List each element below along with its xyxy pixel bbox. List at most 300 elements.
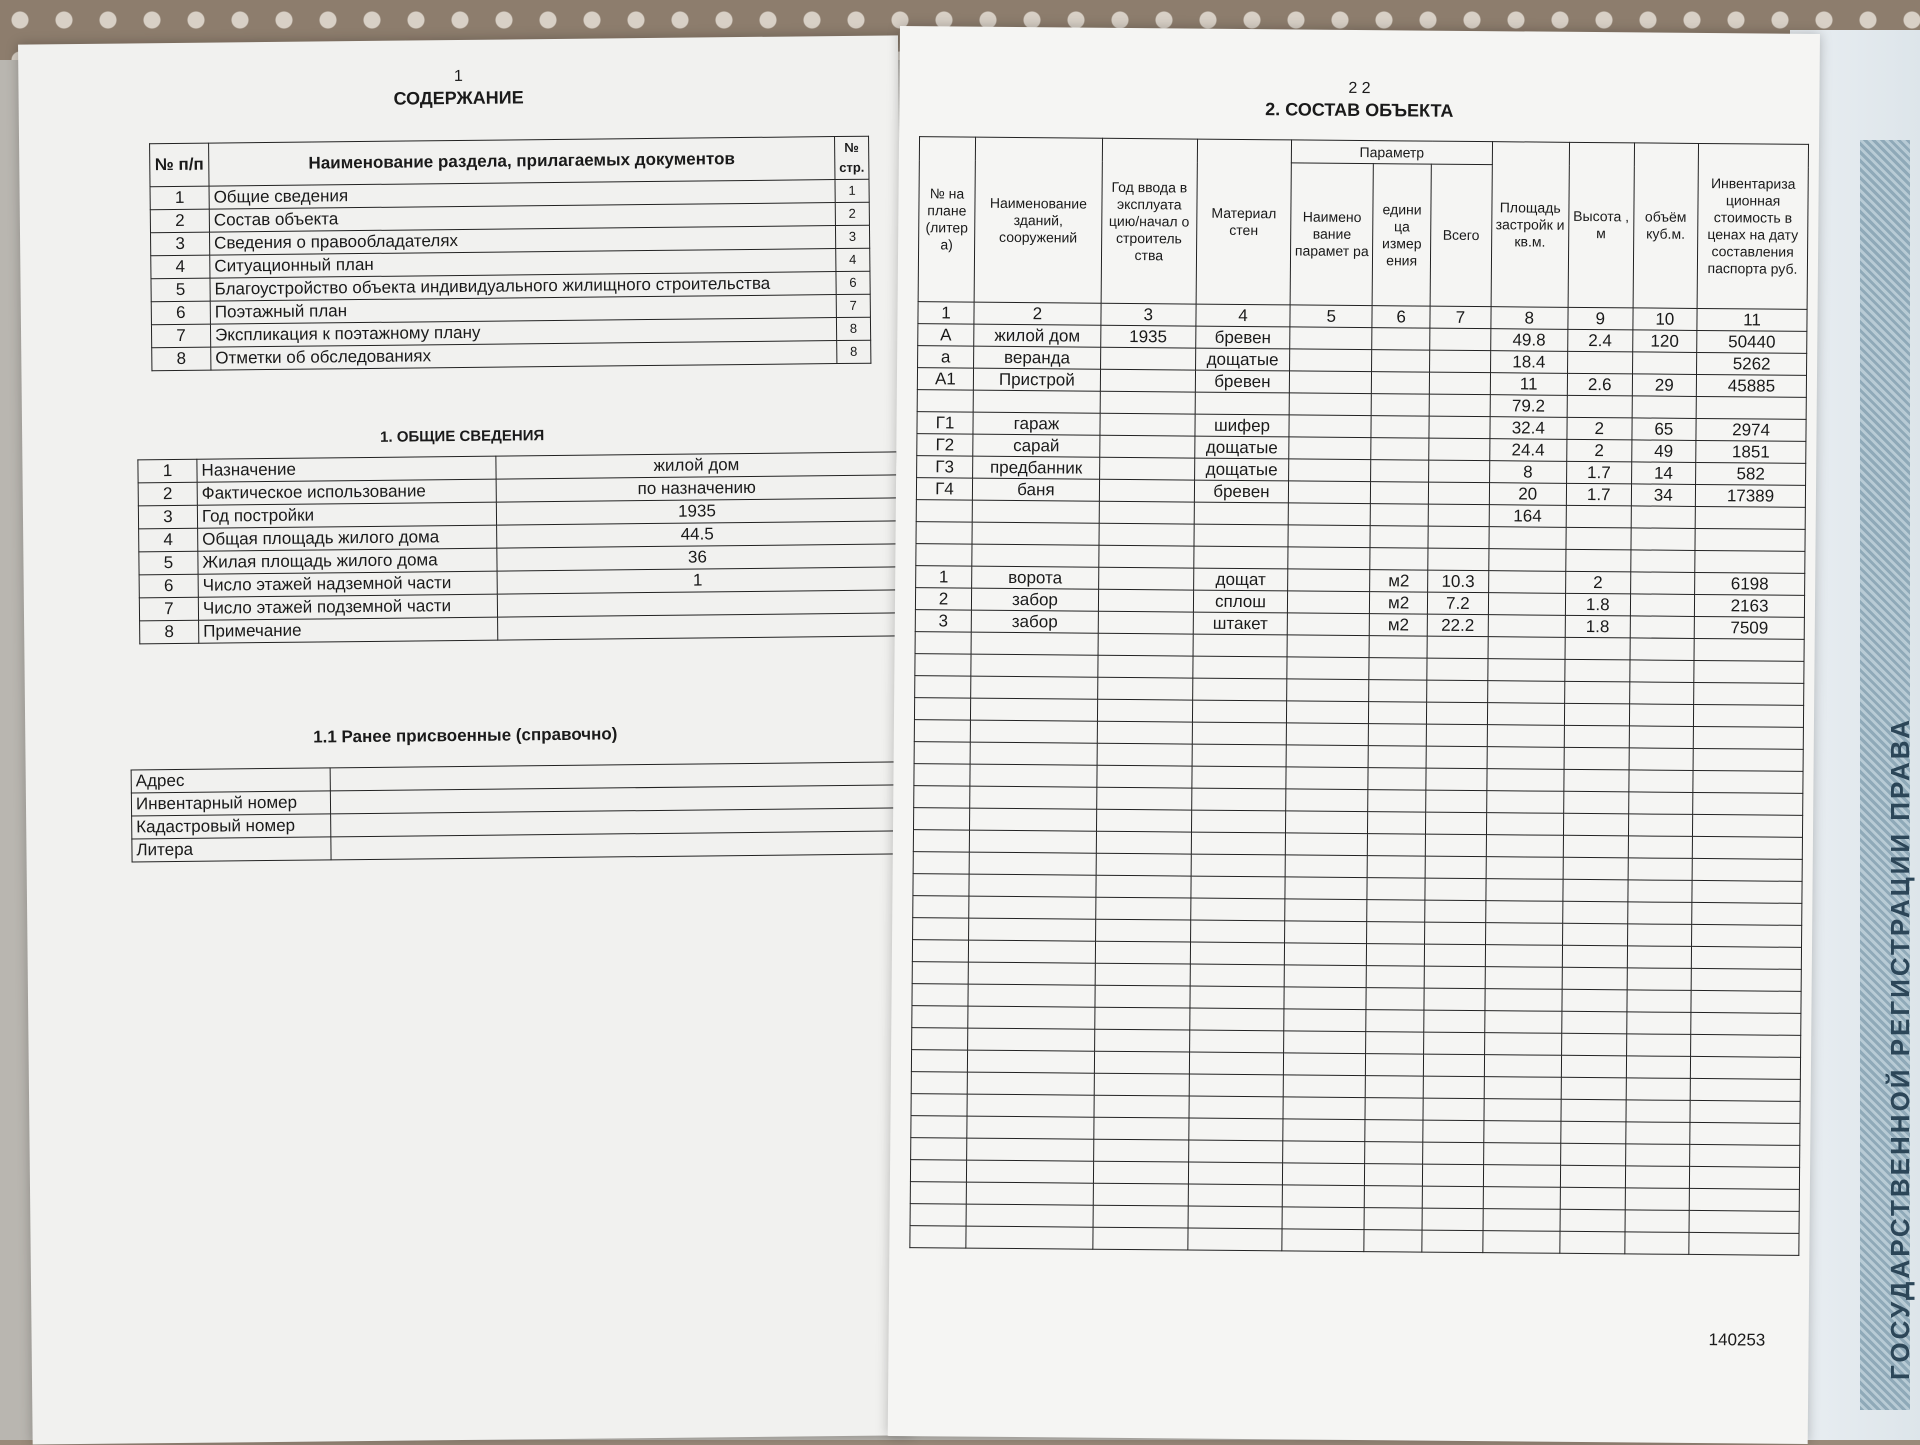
empty-cell	[911, 1138, 967, 1160]
empty-cell	[1366, 988, 1424, 1011]
empty-cell	[967, 1050, 1094, 1073]
empty-cell	[1627, 946, 1692, 969]
empty-cell	[1627, 990, 1692, 1013]
empty-cell	[1426, 834, 1486, 857]
empty-cell	[970, 764, 1097, 787]
empty-cell	[1625, 1144, 1690, 1167]
row-material: бревен	[1195, 370, 1290, 393]
empty-cell	[1368, 746, 1426, 769]
row-name: гараж	[973, 412, 1100, 435]
row-area: 18.4	[1490, 351, 1568, 374]
empty-cell	[1426, 812, 1486, 835]
empty-cell	[1189, 1052, 1284, 1075]
row-area	[1488, 549, 1566, 572]
empty-cell	[1628, 770, 1693, 793]
empty-cell	[1285, 877, 1367, 900]
empty-cell	[1189, 1096, 1284, 1119]
row-param-unit	[1371, 460, 1429, 483]
empty-cell	[1188, 1140, 1283, 1163]
row-area	[1488, 615, 1566, 638]
row-material: дощатые	[1194, 458, 1289, 481]
empty-cell	[1192, 766, 1287, 789]
row-plan-number	[917, 390, 973, 412]
empty-cell	[1689, 1188, 1799, 1211]
column-number: 11	[1697, 308, 1807, 331]
empty-cell	[1561, 1121, 1626, 1144]
row-material	[1195, 392, 1290, 415]
row-year	[1100, 391, 1195, 414]
general-label: Жилая площадь жилого дома	[198, 548, 497, 574]
row-area: 8	[1489, 461, 1567, 484]
empty-cell	[914, 720, 970, 742]
empty-cell	[1365, 1142, 1423, 1165]
row-volume	[1631, 506, 1696, 529]
empty-cell	[1369, 680, 1427, 703]
empty-cell	[1097, 699, 1192, 722]
empty-cell	[1285, 943, 1367, 966]
row-cost	[1695, 506, 1805, 529]
empty-cell	[1095, 1007, 1190, 1030]
empty-cell	[1427, 658, 1487, 681]
empty-cell	[911, 1072, 967, 1094]
toc-page: 4	[836, 248, 870, 271]
header-param-total: Всего	[1430, 164, 1492, 307]
empty-cell	[1282, 1207, 1364, 1230]
row-year	[1100, 369, 1195, 392]
row-height	[1566, 549, 1631, 572]
empty-cell	[1692, 858, 1802, 881]
empty-cell	[1094, 1139, 1189, 1162]
empty-cell	[1367, 834, 1425, 857]
empty-cell	[1192, 722, 1287, 745]
row-material: дощатые	[1195, 348, 1290, 371]
row-name: веранда	[973, 346, 1100, 369]
empty-cell	[1287, 657, 1369, 680]
row-plan-number: А	[918, 324, 974, 346]
empty-cell	[1561, 1099, 1626, 1122]
empty-cell	[1098, 655, 1193, 678]
column-number: 9	[1568, 307, 1633, 330]
empty-cell	[1366, 1054, 1424, 1077]
empty-cell	[1189, 1074, 1284, 1097]
empty-cell	[968, 918, 1095, 941]
row-area	[1488, 593, 1566, 616]
row-plan-number	[916, 522, 972, 544]
empty-cell	[1693, 814, 1803, 837]
row-year	[1099, 567, 1194, 590]
empty-cell	[1424, 1010, 1484, 1033]
empty-cell	[915, 632, 971, 654]
empty-cell	[1483, 1121, 1561, 1144]
empty-cell	[1423, 1120, 1483, 1143]
toc-page: 1	[835, 179, 869, 202]
general-value: 1935	[496, 498, 897, 525]
empty-cell	[1285, 855, 1367, 878]
empty-cell	[1285, 899, 1367, 922]
empty-cell	[1486, 769, 1564, 792]
row-name: баня	[972, 478, 1099, 501]
empty-cell	[1286, 789, 1368, 812]
empty-cell	[1626, 1056, 1691, 1079]
row-area: 79.2	[1490, 395, 1568, 418]
empty-cell	[1629, 748, 1694, 771]
empty-cell	[1096, 875, 1191, 898]
row-height: 2	[1567, 417, 1632, 440]
header-volume: объём куб.м.	[1633, 143, 1699, 309]
empty-cell	[968, 940, 1095, 963]
empty-cell	[1562, 1033, 1627, 1056]
row-year	[1099, 501, 1194, 524]
row-param-total	[1429, 416, 1489, 439]
empty-cell	[1625, 1166, 1690, 1189]
row-name	[972, 500, 1099, 523]
toc-num: 3	[151, 232, 210, 256]
row-cost	[1696, 396, 1806, 419]
empty-cell	[1563, 923, 1628, 946]
empty-cell	[1368, 790, 1426, 813]
row-height: 1.8	[1565, 593, 1630, 616]
empty-cell	[1425, 856, 1485, 879]
empty-cell	[1423, 1098, 1483, 1121]
empty-cell	[1626, 1100, 1691, 1123]
empty-cell	[914, 764, 970, 786]
row-area: 24.4	[1489, 439, 1567, 462]
empty-cell	[1629, 682, 1694, 705]
empty-cell	[1284, 1053, 1366, 1076]
empty-cell	[1484, 989, 1562, 1012]
row-param-name	[1288, 569, 1370, 592]
row-param-total	[1429, 482, 1489, 505]
toc-name: Сведения о правообладателях	[209, 226, 835, 256]
general-value: жилой дом	[496, 452, 897, 479]
empty-cell	[1367, 878, 1425, 901]
toc-body	[150, 179, 871, 371]
empty-cell	[1485, 923, 1563, 946]
empty-cell	[1487, 659, 1565, 682]
empty-cell	[910, 1226, 966, 1248]
empty-cell	[1563, 879, 1628, 902]
row-plan-number: Г2	[917, 434, 973, 456]
general-num: 4	[139, 528, 198, 552]
header-plan-number: № на плане (литер а)	[918, 137, 975, 302]
column-number: 8	[1490, 307, 1568, 330]
empty-cell	[912, 1006, 968, 1028]
row-param-unit: м2	[1369, 614, 1427, 637]
row-area	[1488, 527, 1566, 550]
empty-cell	[1191, 810, 1286, 833]
row-year	[1100, 457, 1195, 480]
empty-cell	[1190, 986, 1285, 1009]
toc-header-name: Наименование раздела, прилагаемых документов	[209, 137, 835, 187]
empty-cell	[1427, 680, 1487, 703]
empty-cell	[1367, 922, 1425, 945]
row-cost: 2974	[1696, 418, 1806, 441]
empty-cell	[911, 1094, 967, 1116]
empty-cell	[1423, 1164, 1483, 1187]
empty-cell	[968, 962, 1095, 985]
empty-cell	[1485, 945, 1563, 968]
row-plan-number	[916, 500, 972, 522]
prev-label: Инвентарный номер	[131, 791, 330, 816]
row-name	[972, 522, 1099, 545]
row-volume	[1630, 616, 1695, 639]
empty-cell	[1425, 922, 1485, 945]
empty-cell	[1693, 792, 1803, 815]
empty-cell	[1191, 854, 1286, 877]
empty-cell	[1690, 1122, 1800, 1145]
empty-cell	[1692, 902, 1802, 925]
empty-cell	[1093, 1161, 1188, 1184]
row-year	[1099, 545, 1194, 568]
column-number: 7	[1430, 306, 1490, 329]
empty-cell	[1560, 1209, 1625, 1232]
empty-cell	[1187, 1228, 1282, 1251]
empty-cell	[1628, 814, 1693, 837]
empty-cell	[1689, 1232, 1799, 1255]
empty-cell	[910, 1182, 966, 1204]
empty-cell	[1564, 703, 1629, 726]
empty-cell	[1488, 637, 1566, 660]
empty-cell	[1097, 787, 1192, 810]
row-material: шифер	[1195, 414, 1290, 437]
empty-cell	[970, 742, 1097, 765]
toc-name: Экспликация к поэтажному плану	[210, 318, 836, 348]
row-param-unit	[1370, 526, 1428, 549]
row-volume	[1632, 396, 1697, 419]
empty-cell	[1692, 880, 1802, 903]
row-height: 2	[1566, 571, 1631, 594]
toc-num: 6	[151, 301, 210, 325]
empty-cell	[966, 1160, 1093, 1183]
empty-cell	[1424, 1032, 1484, 1055]
row-year	[1100, 413, 1195, 436]
empty-cell	[1627, 924, 1692, 947]
row-param-unit	[1370, 548, 1428, 571]
empty-cell	[1287, 723, 1369, 746]
empty-cell	[1284, 1075, 1366, 1098]
general-num: 7	[139, 597, 198, 621]
row-param-name	[1289, 415, 1371, 438]
general-table	[137, 451, 899, 644]
row-param-unit	[1371, 438, 1429, 461]
empty-cell	[1487, 747, 1565, 770]
empty-cell	[1691, 1012, 1801, 1035]
row-param-total	[1429, 460, 1489, 483]
general-label: Число этажей подземной части	[198, 594, 497, 620]
general-label: Общая площадь жилого дома	[198, 525, 497, 551]
row-cost: 45885	[1696, 374, 1806, 397]
empty-cell	[1625, 1122, 1690, 1145]
empty-cell	[913, 918, 969, 940]
row-year	[1098, 611, 1193, 634]
empty-cell	[1561, 1143, 1626, 1166]
empty-cell	[1628, 858, 1693, 881]
toc-title: СОДЕРЖАНИЕ	[393, 87, 524, 109]
empty-cell	[1425, 944, 1485, 967]
empty-cell	[1482, 1231, 1560, 1254]
empty-cell	[968, 1006, 1095, 1029]
empty-cell	[914, 786, 970, 808]
row-name: забор	[971, 610, 1098, 633]
empty-cell	[1690, 1166, 1800, 1189]
empty-cell	[1094, 1117, 1189, 1140]
empty-cell	[1627, 880, 1692, 903]
empty-cell	[1484, 1011, 1562, 1034]
empty-cell	[1422, 1186, 1482, 1209]
empty-cell	[1487, 703, 1565, 726]
empty-cell	[1562, 945, 1627, 968]
prev-title: 1.1 Ранее присвоенные (справочно)	[313, 724, 618, 747]
row-cost: 2163	[1695, 594, 1805, 617]
toc-name: Поэтажный план	[210, 295, 836, 325]
row-name: предбанник	[973, 456, 1100, 479]
row-height: 1.7	[1566, 483, 1631, 506]
empty-cell	[1483, 1165, 1561, 1188]
empty-cell	[969, 830, 1096, 853]
empty-cell	[1626, 1034, 1691, 1057]
empty-cell	[1284, 1031, 1366, 1054]
column-number: 6	[1372, 306, 1430, 329]
empty-cell	[1282, 1229, 1364, 1252]
composition-title: 2. СОСТАВ ОБЪЕКТА	[1265, 99, 1454, 121]
empty-cell	[969, 808, 1096, 831]
empty-cell	[1423, 1076, 1483, 1099]
empty-cell	[970, 698, 1097, 721]
empty-cell	[1366, 944, 1424, 967]
toc-page: 7	[836, 294, 870, 317]
empty-cell	[1561, 1055, 1626, 1078]
empty-cell	[1367, 900, 1425, 923]
empty-cell	[1690, 1144, 1800, 1167]
row-param-name	[1288, 525, 1370, 548]
general-num: 5	[139, 551, 198, 575]
empty-cell	[1367, 856, 1425, 879]
toc-name: Благоустройство объекта индивидуального жилищного строительства	[210, 272, 836, 302]
empty-cell	[1190, 898, 1285, 921]
row-name: Пристрой	[973, 368, 1100, 391]
row-plan-number: 2	[915, 588, 971, 610]
general-label: Год постройки	[197, 502, 496, 528]
empty-cell	[1691, 990, 1801, 1013]
empty-cell	[1565, 681, 1630, 704]
empty-cell	[912, 940, 968, 962]
empty-cell	[1426, 768, 1486, 791]
empty-cell	[1483, 1209, 1561, 1232]
composition-table	[909, 136, 1809, 1256]
row-plan-number: 3	[915, 610, 971, 632]
row-cost: 6198	[1695, 572, 1805, 595]
empty-cell	[1564, 791, 1629, 814]
row-height: 2	[1567, 439, 1632, 462]
empty-cell	[1097, 721, 1192, 744]
empty-cell	[1283, 1163, 1365, 1186]
empty-cell	[1284, 987, 1366, 1010]
row-material	[1194, 524, 1289, 547]
empty-cell	[971, 632, 1098, 655]
row-cost: 50440	[1697, 330, 1807, 353]
row-height	[1566, 527, 1631, 550]
empty-cell	[1188, 1206, 1283, 1229]
empty-cell	[1692, 924, 1802, 947]
empty-cell	[1098, 633, 1193, 656]
empty-cell	[1426, 746, 1486, 769]
general-body	[138, 452, 899, 644]
column-number: 3	[1101, 303, 1196, 326]
empty-cell	[1192, 656, 1287, 679]
row-param-unit: м2	[1370, 570, 1428, 593]
general-label: Примечание	[199, 617, 498, 643]
empty-cell	[1487, 681, 1565, 704]
empty-cell	[1484, 1033, 1562, 1056]
empty-cell	[1562, 1011, 1627, 1034]
empty-cell	[1284, 1009, 1366, 1032]
row-param-total	[1430, 372, 1490, 395]
empty-cell	[1193, 634, 1288, 657]
empty-cell	[1095, 985, 1190, 1008]
row-material: сплош	[1193, 590, 1288, 613]
right-page-number: 2 2	[1348, 79, 1371, 98]
prev-table	[131, 761, 902, 862]
row-volume	[1631, 528, 1696, 551]
row-volume	[1630, 572, 1695, 595]
empty-cell	[1630, 638, 1695, 661]
empty-cell	[1191, 876, 1286, 899]
toc-num: 2	[150, 209, 209, 233]
empty-cell	[1093, 1227, 1188, 1250]
row-material: бревен	[1194, 480, 1289, 503]
general-value: 1	[497, 567, 898, 594]
empty-cell	[1564, 725, 1629, 748]
empty-cell	[1487, 725, 1565, 748]
empty-cell	[1629, 726, 1694, 749]
composition-body	[910, 324, 1807, 1256]
empty-cell	[968, 984, 1095, 1007]
row-volume: 65	[1631, 418, 1696, 441]
row-volume	[1630, 550, 1695, 573]
empty-cell	[1483, 1143, 1561, 1166]
header-area: Площадь застройк и кв.м.	[1491, 142, 1570, 308]
empty-cell	[1560, 1231, 1625, 1254]
column-number: 5	[1290, 305, 1372, 328]
empty-cell	[1693, 748, 1803, 771]
row-param-name	[1288, 613, 1370, 636]
toc-page: 8	[837, 340, 871, 363]
empty-cell	[1486, 835, 1564, 858]
empty-cell	[1689, 1210, 1799, 1233]
row-cost	[1695, 550, 1805, 573]
empty-cell	[1287, 701, 1369, 724]
row-height: 2.6	[1567, 373, 1632, 396]
row-param-unit	[1370, 482, 1428, 505]
empty-cell	[1694, 704, 1804, 727]
empty-cell	[1425, 900, 1485, 923]
empty-cell	[1365, 1098, 1423, 1121]
prev-body	[131, 762, 901, 862]
row-height: 1.8	[1565, 615, 1630, 638]
empty-cell	[1691, 1034, 1801, 1057]
empty-cell	[1368, 812, 1426, 835]
general-num: 6	[139, 574, 198, 598]
empty-cell	[912, 984, 968, 1006]
empty-cell	[967, 1072, 1094, 1095]
empty-cell	[1286, 833, 1368, 856]
empty-cell	[1283, 1185, 1365, 1208]
header-param-unit: едини ца измер ения	[1372, 164, 1431, 307]
empty-cell	[912, 962, 968, 984]
empty-cell	[968, 1028, 1095, 1051]
header-wall-material: Материал стен	[1196, 139, 1292, 305]
empty-cell	[1694, 660, 1804, 683]
